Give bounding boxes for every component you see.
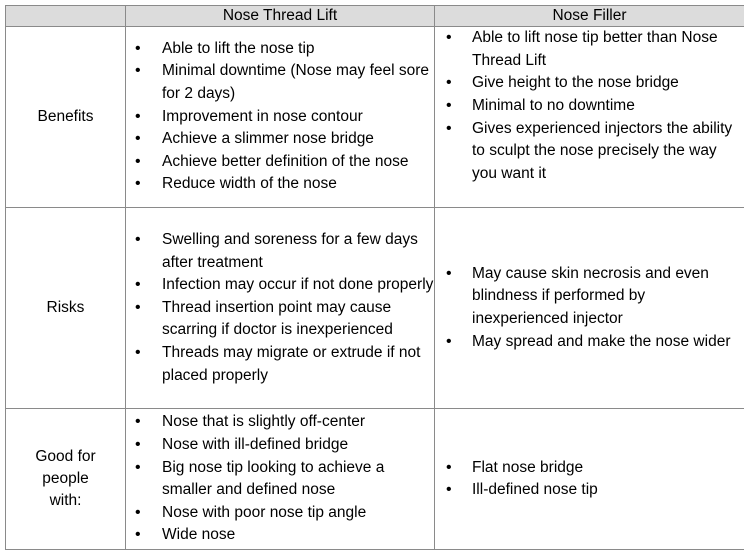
list-item: • Ill-defined nose tip [435, 479, 744, 502]
list-item: • Nose that is slightly off-center [126, 411, 434, 434]
list-item: • Achieve a slimmer nose bridge [126, 128, 434, 151]
list-item: • Minimal downtime (Nose may feel sore for 2 days) [126, 60, 434, 105]
list-item: • May cause skin necrosis and even blindness if performed by inexperienced injector [435, 263, 744, 331]
list-item: • Achieve better definition of the nose [126, 151, 434, 174]
header-nose-thread-lift: Nose Thread Lift [126, 6, 435, 27]
risks-filler-cell [435, 207, 744, 409]
benefits-filler-cell [435, 27, 744, 208]
list-item: • Big nose tip looking to achieve a smaller and defined nose [126, 457, 434, 502]
list-item: • Threads may migrate or extrude if not placed properly [126, 342, 434, 387]
list-item: • Flat nose bridge [435, 457, 744, 480]
row-risks [6, 207, 744, 409]
row-label-risks: Risks [6, 207, 126, 409]
good-for-filler-cell [435, 409, 744, 550]
row-label-line: with: [49, 492, 82, 510]
row-benefits [6, 27, 744, 208]
list-item: • Wide nose [126, 524, 434, 547]
list-item: • Minimal to no downtime [435, 95, 744, 118]
list-item: • Able to lift nose tip better than Nose Thread Lift [435, 27, 744, 72]
good-for-thread-cell [126, 409, 435, 550]
good-for-filler-list [435, 457, 744, 502]
benefits-filler-list [435, 27, 744, 185]
row-label-line: people [42, 470, 89, 488]
list-item: • Nose with ill-defined bridge [126, 434, 434, 457]
list-item: • May spread and make the nose wider [435, 331, 744, 354]
header-empty [6, 6, 126, 27]
row-label-benefits: Benefits [6, 27, 126, 208]
list-item: • Thread insertion point may cause scarring if doctor is inexperienced [126, 297, 434, 342]
benefits-thread-list [126, 38, 434, 196]
list-item: • Give height to the nose bridge [435, 72, 744, 95]
good-for-thread-list [126, 411, 434, 547]
risks-filler-list [435, 263, 744, 353]
list-item: • Improvement in nose contour [126, 106, 434, 129]
list-item: • Reduce width of the nose [126, 173, 434, 196]
row-good-for [6, 409, 744, 550]
benefits-thread-cell [126, 27, 435, 208]
risks-thread-cell [126, 207, 435, 409]
header-nose-filler: Nose Filler [435, 6, 744, 27]
header-row [6, 6, 744, 27]
risks-thread-list [126, 229, 434, 387]
list-item: • Swelling and soreness for a few days after treatment [126, 229, 434, 274]
row-label-line: Good for [35, 448, 96, 466]
list-item: • Gives experienced injectors the ability to sculpt the nose precisely the way you want it [435, 118, 744, 186]
list-item: • Able to lift the nose tip [126, 38, 434, 61]
list-item: • Nose with poor nose tip angle [126, 502, 434, 525]
comparison-table [5, 5, 744, 550]
row-label-good-for [6, 409, 126, 550]
list-item: • Infection may occur if not done properly [126, 274, 434, 297]
